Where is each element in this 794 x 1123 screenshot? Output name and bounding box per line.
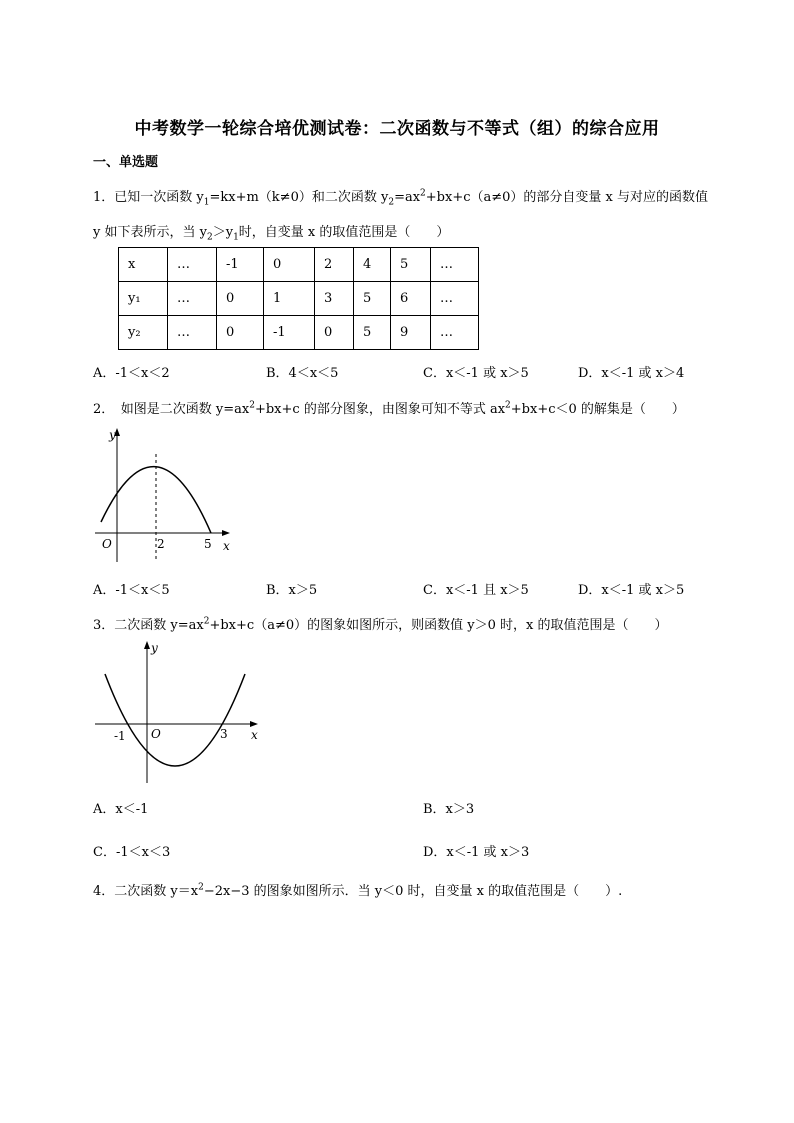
q3-parabola-graph <box>93 638 265 786</box>
table-row <box>119 248 479 282</box>
table-cell: -1 <box>217 248 264 282</box>
y-axis-arrow <box>144 641 150 649</box>
q2-superscript: 2 <box>505 400 511 411</box>
origin-label: O <box>151 727 161 741</box>
table-cell: … <box>431 248 479 282</box>
table-cell: 9 <box>391 316 431 350</box>
q4-text-part: −2x−3 的图象如图所示．当 y＜0 时，自变量 x 的取值范围是（ ）. <box>203 884 623 899</box>
q3-text-part: 3．二次函数 y=ax <box>93 618 204 633</box>
tick-label-5: 5 <box>204 537 212 551</box>
q3-option-d[interactable]: D．x＜-1 或 x＞3 <box>423 845 530 860</box>
q1-subscript: 2 <box>388 197 395 208</box>
q1-option-b[interactable]: B．4＜x＜5 <box>266 366 339 381</box>
table-cell: … <box>168 248 217 282</box>
table-cell: 0 <box>217 316 264 350</box>
table-cell: x <box>119 248 168 282</box>
table-cell: 0 <box>315 316 354 350</box>
table-cell: -1 <box>264 316 315 350</box>
q1-text-part: +bx+c（a≠0）的部分自变量 x 与对应的函数值 <box>425 190 709 205</box>
y-axis-label: y <box>109 428 116 442</box>
x-axis-arrow <box>222 530 230 536</box>
q1-subscript: 1 <box>233 232 239 243</box>
q3-option-a[interactable]: A．x＜-1 <box>93 802 149 817</box>
q2-option-c[interactable]: C．x＜-1 且 x＞5 <box>423 583 529 598</box>
question-4-text <box>93 880 622 899</box>
tick-label-neg1: -1 <box>114 729 126 743</box>
q3-text-part: +bx+c（a≠0）的图象如图所示，则函数值 y＞0 时，x 的取值范围是（ ） <box>209 618 668 633</box>
x-axis-label: x <box>251 728 258 742</box>
table-cell: … <box>431 282 479 316</box>
q1-option-c[interactable]: C．x＜-1 或 x＞5 <box>423 366 529 381</box>
section-heading: 一、单选题 <box>93 155 159 170</box>
table-cell: 5 <box>391 248 431 282</box>
q3-option-b[interactable]: B．x＞3 <box>423 802 475 817</box>
q1-text-part: =kx+m（k≠0）和二次函数 y <box>209 190 389 205</box>
table-cell: … <box>168 316 217 350</box>
origin-label: O <box>102 537 112 551</box>
parabola-curve <box>105 674 245 766</box>
q2-option-b[interactable]: B．x＞5 <box>266 583 318 598</box>
q4-text-part: 4．二次函数 y＝x <box>93 884 199 899</box>
q3-option-c[interactable]: C．-1＜x＜3 <box>93 845 171 860</box>
table-row <box>119 282 479 316</box>
table-cell: 0 <box>217 282 264 316</box>
question-1-line-1 <box>93 186 708 208</box>
x-axis-label: x <box>223 539 230 553</box>
page-title: 中考数学一轮综合培优测试卷：二次函数与不等式（组）的综合应用 <box>134 119 660 139</box>
q2-text-part: +bx+c＜0 的解集是（ ） <box>510 402 685 417</box>
table-cell: 5 <box>354 282 391 316</box>
q3-superscript: 2 <box>203 616 210 627</box>
q1-superscript: 2 <box>420 188 426 199</box>
q2-parabola-graph <box>93 424 243 564</box>
question-1-line-2 <box>93 221 449 243</box>
table-cell: 0 <box>264 248 315 282</box>
q1-text-part: =ax <box>394 190 421 205</box>
q1-text-part: 1．已知一次函数 y <box>93 190 204 205</box>
q1-subscript: 1 <box>203 197 210 208</box>
table-row <box>119 316 479 350</box>
q1-option-d[interactable]: D．x＜-1 或 x＞4 <box>578 366 685 381</box>
q4-superscript: 2 <box>198 882 204 893</box>
q1-text-part: ＞y <box>212 225 234 240</box>
q2-superscript: 2 <box>249 400 255 411</box>
tick-label-2: 2 <box>157 537 165 551</box>
table-cell: 3 <box>315 282 354 316</box>
table-cell: 6 <box>391 282 431 316</box>
y-axis-label: y <box>151 641 158 655</box>
table-cell: … <box>431 316 479 350</box>
q1-text-part: y 如下表所示，当 y <box>93 225 207 240</box>
table-cell: y₂ <box>119 316 168 350</box>
table-cell: 4 <box>354 248 391 282</box>
q2-text-part: +bx+c 的部分图象，由图象可知不等式 ax <box>254 402 506 417</box>
question-2-text <box>93 398 685 417</box>
q2-text-part: 2． 如图是二次函数 y=ax <box>93 402 250 417</box>
table-cell: … <box>168 282 217 316</box>
value-table <box>118 247 479 350</box>
table-cell: 1 <box>264 282 315 316</box>
x-axis-arrow <box>250 721 258 727</box>
table-cell: y₁ <box>119 282 168 316</box>
q1-subscript: 2 <box>206 232 213 243</box>
table-cell: 2 <box>315 248 354 282</box>
q1-option-a[interactable]: A．-1＜x＜2 <box>93 366 170 381</box>
question-3-text <box>93 614 667 633</box>
q2-option-d[interactable]: D．x＜-1 或 x＞5 <box>578 583 685 598</box>
q1-text-part: 时，自变量 x 的取值范围是（ ） <box>238 225 450 240</box>
table-cell: 5 <box>354 316 391 350</box>
q2-option-a[interactable]: A．-1＜x＜5 <box>93 583 170 598</box>
tick-label-3: 3 <box>220 727 228 741</box>
